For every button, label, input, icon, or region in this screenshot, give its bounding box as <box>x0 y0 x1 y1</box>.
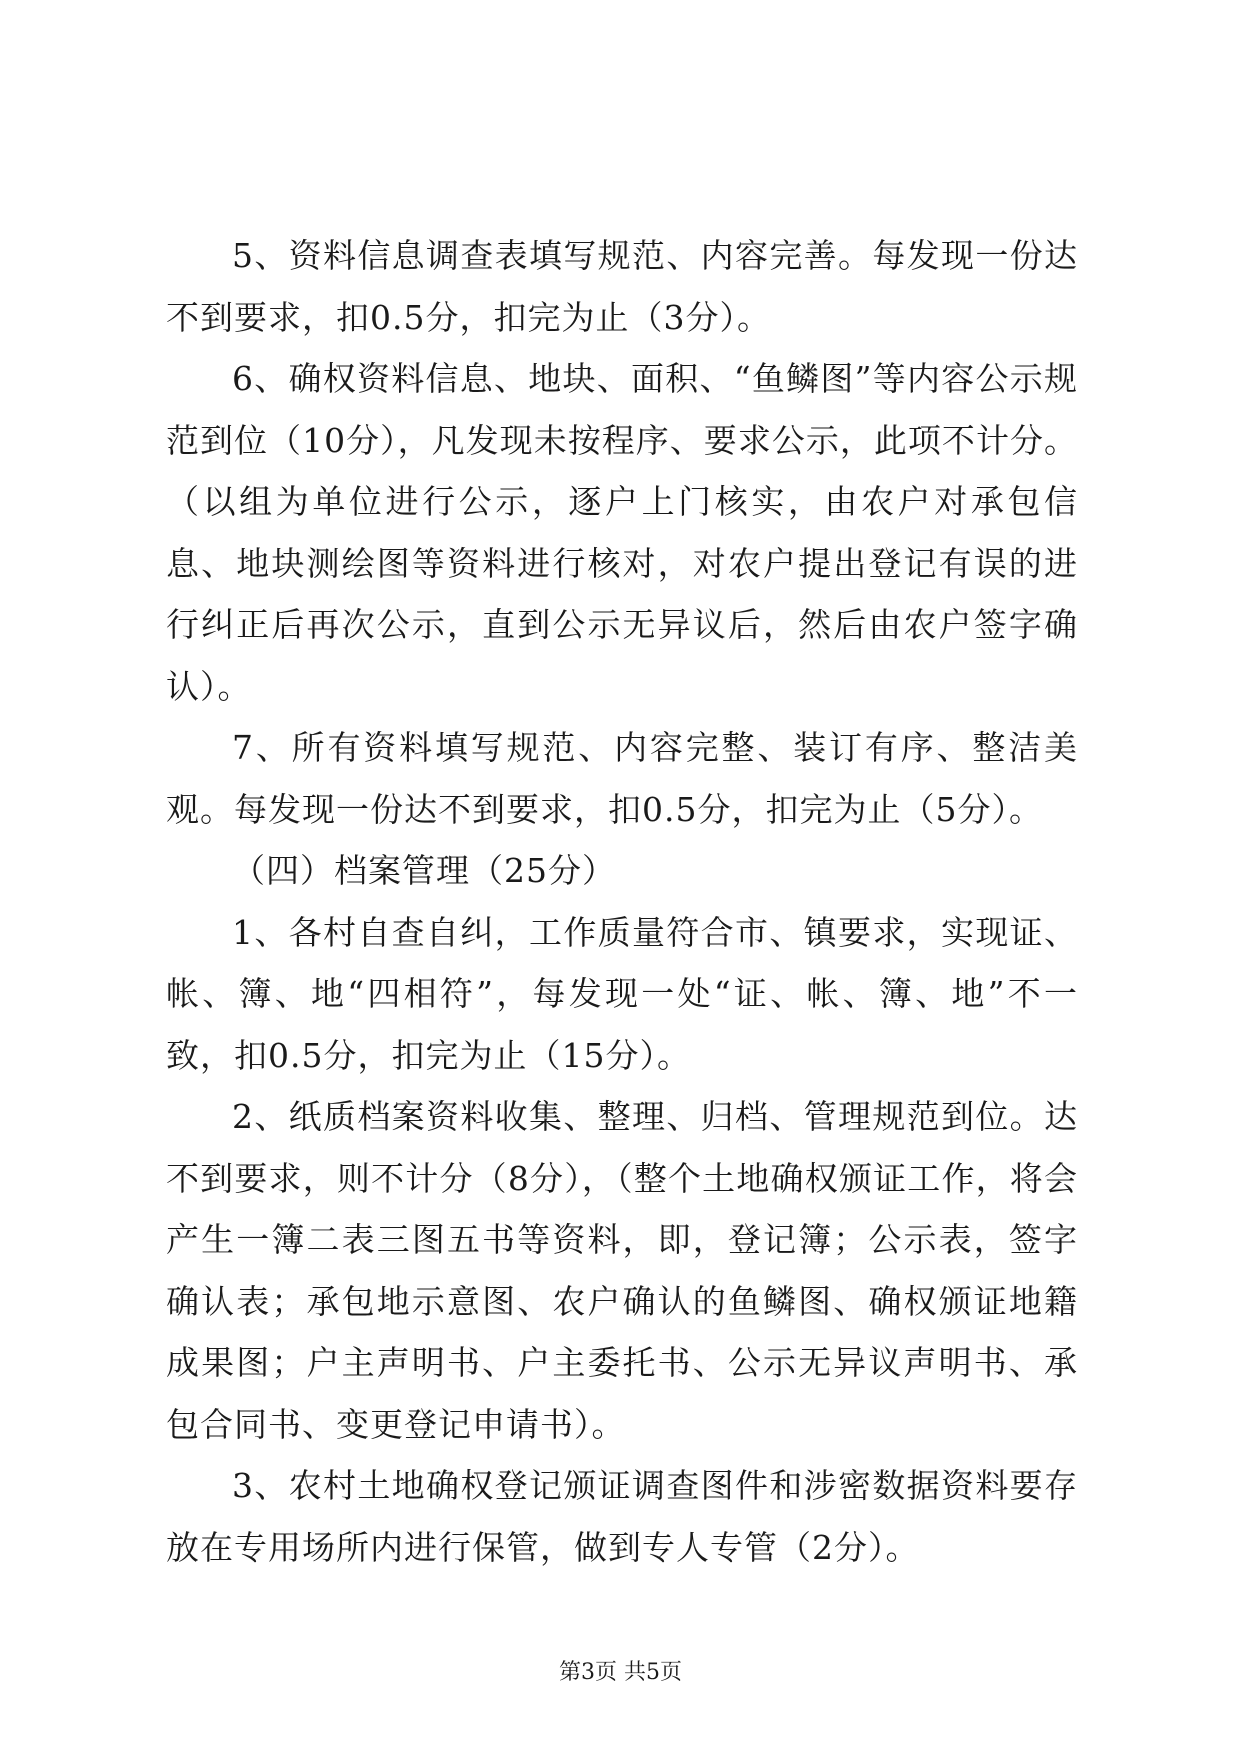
page-number-footer: 第3页 共5页 <box>559 1660 682 1685</box>
paragraph-item-7: 7、所有资料填写规范、内容完整、装订有序、整洁美观。每发现一份达不到要求，扣0.5分，扣完为止（5分）。 <box>166 728 1078 829</box>
document-body <box>166 225 1078 1578</box>
section-heading-archive-management: （四）档案管理（25分） <box>232 851 616 890</box>
paragraph-item-5: 5、资料信息调查表填写规范、内容完善。每发现一份达不到要求，扣0.5分，扣完为止（3分）。 <box>166 236 1078 337</box>
paragraph-item-6: 6、确权资料信息、地块、面积、“鱼鳞图”等内容公示规范到位（10分），凡发现未按程序、要求公示，此项不计分。（以组为单位进行公示，逐户上门核实，由农户对承包信息、地块测绘图等资料进行核对，对农户提出登记有误的进行纠正后再次公示，直到公示无异议后，然后由农户签字确认）。 <box>166 359 1078 706</box>
paragraph-archive-item-3: 3、农村土地确权登记颁证调查图件和涉密数据资料要存放在专用场所内进行保管，做到专人专管（2分）。 <box>166 1466 1078 1567</box>
paragraph-archive-item-1: 1、各村自查自纠，工作质量符合市、镇要求，实现证、帐、簿、地“四相符”，每发现一处“证、帐、簿、地”不一致，扣0.5分，扣完为止（15分）。 <box>166 912 1078 1075</box>
paragraph-archive-item-2: 2、纸质档案资料收集、整理、归档、管理规范到位。达不到要求，则不计分（8分），（整个土地确权颁证工作，将会产生一簿二表三图五书等资料，即，登记簿；公示表，签字确认表；承包地示意图、农户确认的鱼鳞图、确权颁证地籍成果图；户主声明书、户主委托书、公示无异议声明书、承包合同书、变更登记申请书）。 <box>166 1097 1078 1444</box>
